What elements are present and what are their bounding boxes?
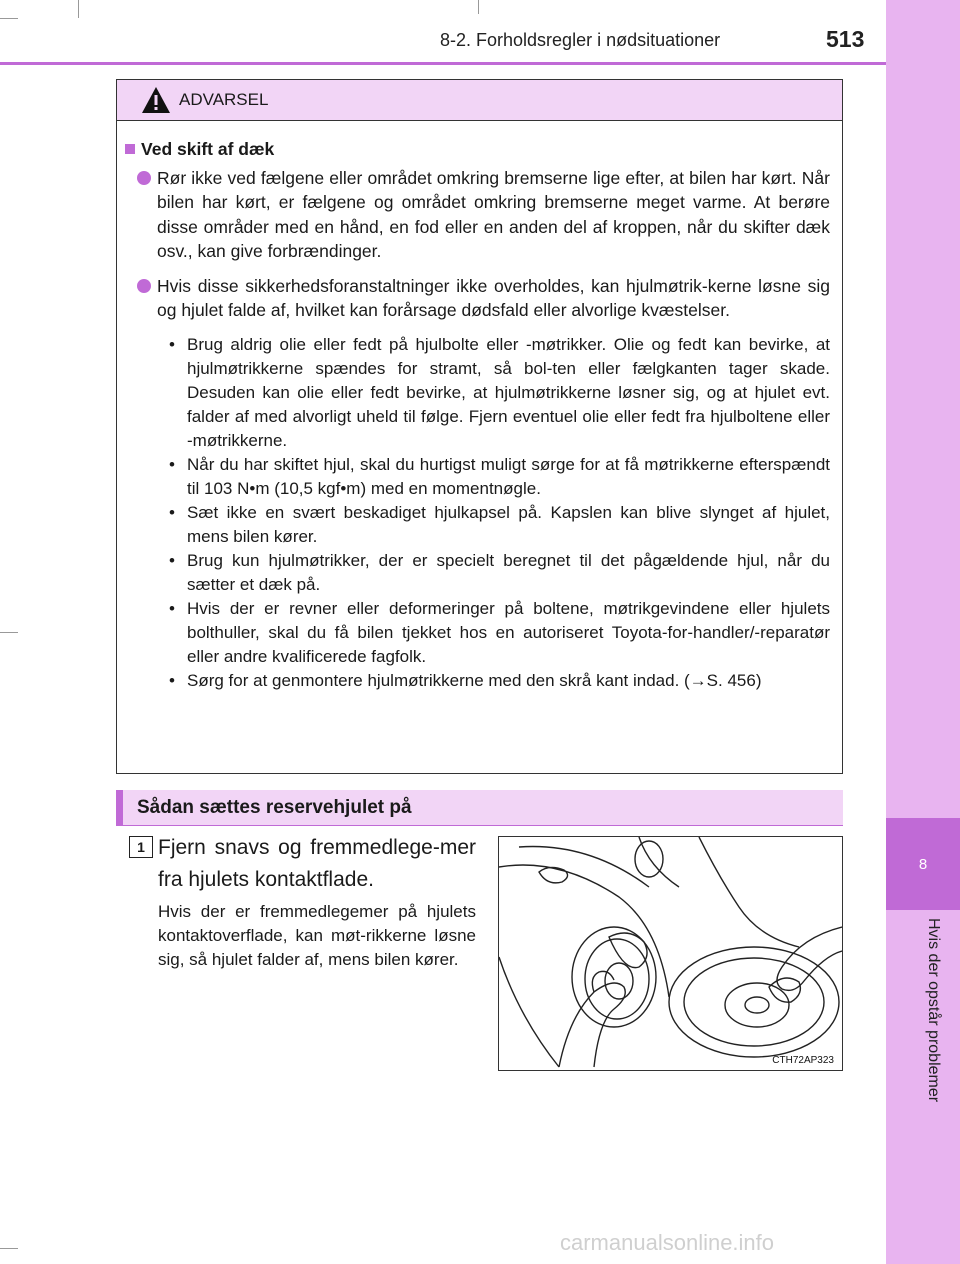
warning-header [117,80,842,121]
crop-mark [478,0,479,14]
warning-point [125,166,830,264]
circle-bullet-icon [137,279,151,293]
chapter-number: 8 [886,818,960,910]
crop-mark [78,0,79,18]
list-item: • Sørg for at genmontere hjulmøtrikkerne med den skrå kant indad. (→S. 456) [169,669,830,693]
warning-point-text: Hvis disse sikkerhedsforanstaltninger ikke overholdes, kan hjulmøtrik-kerne løsne sig og hjulet falde af, hvilket kan forårsage dødsfald eller alvorlige kvæstelser. [157,275,830,320]
figure-wheel-cleaning [498,836,843,1071]
warning-subheading-text: Ved skift af dæk [141,139,275,159]
list-item: • Sæt ikke en svært beskadiget hjulkapsel på. Kapslen kan blive slynget af hjulet, mens bilen kører. [169,501,830,549]
warning-body [117,121,842,693]
warning-point-text: Rør ikke ved fælgene eller området omkring bremserne lige efter, at bilen har kørt. Når bilen har kørt, er fælgene og området omkring bremserne meget varme. At berøre disse områder med en hånd, en fod eller en anden del af kroppen, når du skifter dæk osv., kan give forbrændinger. [157,167,830,261]
list-item: • Hvis der er revner eller deformeringer på boltene, møtrikgevindene eller hjulets bolthuller, skal du få bilen tjekket hos en autoriseret Toyota-for-handler/-reparatør eller andre kvalificerede fagfolk. [169,597,830,669]
crop-mark [0,18,18,19]
step-description: Hvis der er fremmedlegemer på hjulets kontaktoverflade, kan møt-rikkerne løsne sig, så hjulet falder af, mens bilen kører. [158,902,476,969]
figure-code: CTH72AP323 [772,1055,834,1066]
header-rule [0,62,886,65]
crop-mark [0,632,18,633]
warning-point [125,274,830,323]
list-item: • Brug kun hjulmøtrikker, der er specielt beregnet til det pågældende hjul, når du sætter et dæk på. [169,549,830,597]
circle-bullet-icon [137,171,151,185]
watermark: carmanualsonline.info [560,1230,775,1255]
crop-mark [0,1248,18,1249]
square-bullet-icon [125,144,135,154]
wheel-illustration [499,837,842,1070]
warning-title: ADVARSEL [179,90,269,109]
warning-subheading [125,137,830,162]
warning-box [116,79,843,774]
step-title: Fjern snavs og fremmedlege-mer fra hjulets kontaktflade. [158,836,476,891]
warning-bullet-list [125,333,830,693]
section-rule [116,825,843,826]
warning-triangle-icon [141,85,171,115]
step-number: 1 [129,836,153,858]
list-item: • Når du har skiftet hjul, skal du hurtigst muligt sørge for at få møtrikkerne efterspændt til 103 N•m (10,5 kgf•m) med en momentnøgle. [169,453,830,501]
section-header: 8-2. Forholdsregler i nødsituationer [440,30,721,50]
page-number: 513 [826,26,865,52]
list-item: • Brug aldrig olie eller fedt på hjulbolte eller -møtrikker. Olie og fedt kan bevirke, at hjulmøtrikkerne spændes for stramt, så bol-ten eller fælgkanten tager skade. Desuden kan olie eller fedt bevirke, at hjulmøtrikkerne løsner sig, og at hjulet evt. falder af med alvorligt uheld til følge. Fjern eventuel olie eller fedt fra hjulboltene eller -møtrikkerne. [169,333,830,453]
chapter-title: Hvis der opstår problemer [925,918,942,1103]
section-title: Sådan sættes reservehjulet på [116,790,843,826]
